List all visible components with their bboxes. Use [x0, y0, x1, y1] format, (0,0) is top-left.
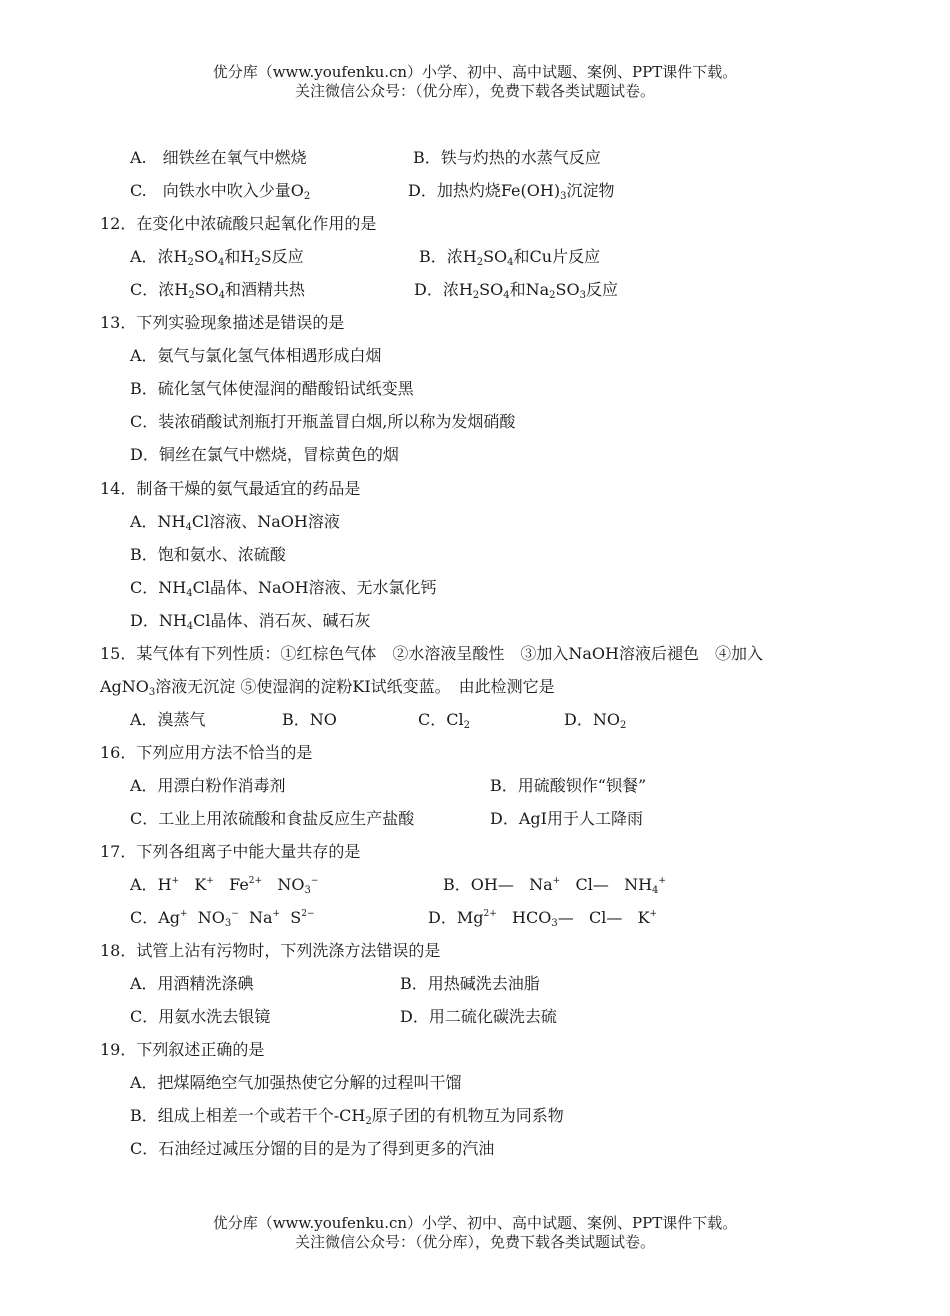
q11-option-a: A. 细铁丝在氧气中燃烧 — [130, 148, 307, 167]
q18-option-b: B．用热碱洗去油脂 — [400, 974, 540, 993]
q15-option-c: C．$Cl_2$ — [418, 710, 470, 731]
q13-option-b: B．硫化氢气体使湿润的醋酸铅试纸变黑 — [130, 379, 414, 398]
q19-option-c: C．石油经过减压分馏的目的是为了得到更多的汽油 — [130, 1139, 495, 1158]
q17-option-d: D．$Mg^{2+}$ $HCO_3—$ Cl— K+ — [428, 908, 658, 929]
q12-option-d: D．浓$H_2SO_4$和$Na_2SO_3$反应 — [414, 280, 619, 301]
q16-option-d: D．AgI用于人工降雨 — [490, 809, 643, 828]
q19-stem: 19．下列叙述正确的是 — [100, 1040, 265, 1059]
q11-option-c: C. 向铁水中吹入少量$O_2$ — [130, 181, 311, 202]
q12-option-b: B．浓$H_2SO_4$和Cu片反应 — [419, 247, 601, 268]
q16-option-b: B．用硫酸钡作“钡餐” — [490, 776, 647, 795]
q13-option-c: C．装浓硝酸试剂瓶打开瓶盖冒白烟,所以称为发烟硝酸 — [130, 412, 516, 431]
q16-option-c: C．工业上用浓硫酸和食盐反应生产盐酸 — [130, 809, 415, 828]
q15-option-d: D．$NO_2$ — [564, 710, 627, 731]
q14-option-b: B．饱和氨水、浓硫酸 — [130, 545, 286, 564]
q19-option-b: B．组成上相差一个或若干个$-CH_2$原子团的有机物互为同系物 — [130, 1106, 564, 1127]
q18-option-a: A．用酒精洗涤碘 — [130, 974, 254, 993]
q12-option-a: A．浓$H_2SO_4$和$H_2S$反应 — [130, 247, 304, 268]
q17-option-c: C．Ag+ $NO_3^-$ Na+ $S^{2-}$ — [130, 908, 315, 929]
q13-option-d: D．铜丝在氯气中燃烧，冒棕黄色的烟 — [130, 445, 399, 464]
page-footer — [0, 1214, 950, 1252]
q16-stem: 16．下列应用方法不恰当的是 — [100, 743, 313, 762]
q14-option-d: D．$NH_4Cl$晶体、消石灰、碱石灰 — [130, 611, 371, 632]
header-line-2: 关注微信公众号：（优分库），免费下载各类试题试卷。 — [294, 82, 655, 100]
q18-option-c: C．用氨水洗去银镜 — [130, 1007, 271, 1026]
q13-stem: 13．下列实验现象描述是错误的是 — [100, 313, 345, 332]
q19-option-a: A．把煤隔绝空气加强热使它分解的过程叫干馏 — [130, 1073, 462, 1092]
q18-stem: 18．试管上沾有污物时，下列洗涤方法错误的是 — [100, 941, 441, 960]
q15-option-a: A．溴蒸气 — [130, 710, 206, 729]
footer-line-2: 关注微信公众号：（优分库），免费下载各类试题试卷。 — [294, 1233, 655, 1251]
q13-option-a: A．氨气与氯化氢气体相遇形成白烟 — [130, 346, 382, 365]
q12-stem: 12．在变化中浓硫酸只起氧化作用的是 — [100, 214, 377, 233]
q17-stem: 17．下列各组离子中能大量共存的是 — [100, 842, 361, 861]
q16-option-a: A．用漂白粉作消毒剂 — [130, 776, 286, 795]
q14-option-c: C．$NH_4Cl$晶体、NaOH溶液、无水氯化钙 — [130, 578, 437, 599]
q17-option-a: A．H+ K+ $Fe^{2+}$ $NO_3^-$ — [130, 875, 319, 896]
q15-stem-line-1: 15．某气体有下列性质：①红棕色气体 ②水溶液呈酸性 ③加入NaOH溶液后褪色 ④加入 — [100, 644, 763, 663]
q11-option-d: D．加热灼烧$Fe(OH)_3$沉淀物 — [408, 181, 615, 202]
q11-option-b: B．铁与灼热的水蒸气反应 — [413, 148, 601, 167]
q18-option-d: D．用二硫化碳洗去硫 — [400, 1007, 557, 1026]
q14-stem: 14．制备干燥的氨气最适宜的药品是 — [100, 479, 361, 498]
q15-option-b: B．NO — [282, 710, 337, 729]
q17-option-b: B．OH— Na+ Cl— $NH_4^+$ — [443, 875, 666, 896]
page-header — [0, 63, 950, 101]
header-line-1: 优分库（www.youfenku.cn）小学、初中、高中试题、案例、PPT课件下载。 — [212, 63, 738, 81]
footer-line-1: 优分库（www.youfenku.cn）小学、初中、高中试题、案例、PPT课件下载。 — [212, 1214, 738, 1232]
q14-option-a: A．$NH_4Cl$溶液、NaOH溶液 — [130, 512, 340, 533]
q12-option-c: C．浓$H_2SO_4$和酒精共热 — [130, 280, 306, 301]
q15-stem-line-2: AgNO$_3$溶液无沉淀 ⑤使湿润的淀粉KI试纸变蓝。 由此检测它是 — [100, 677, 555, 698]
